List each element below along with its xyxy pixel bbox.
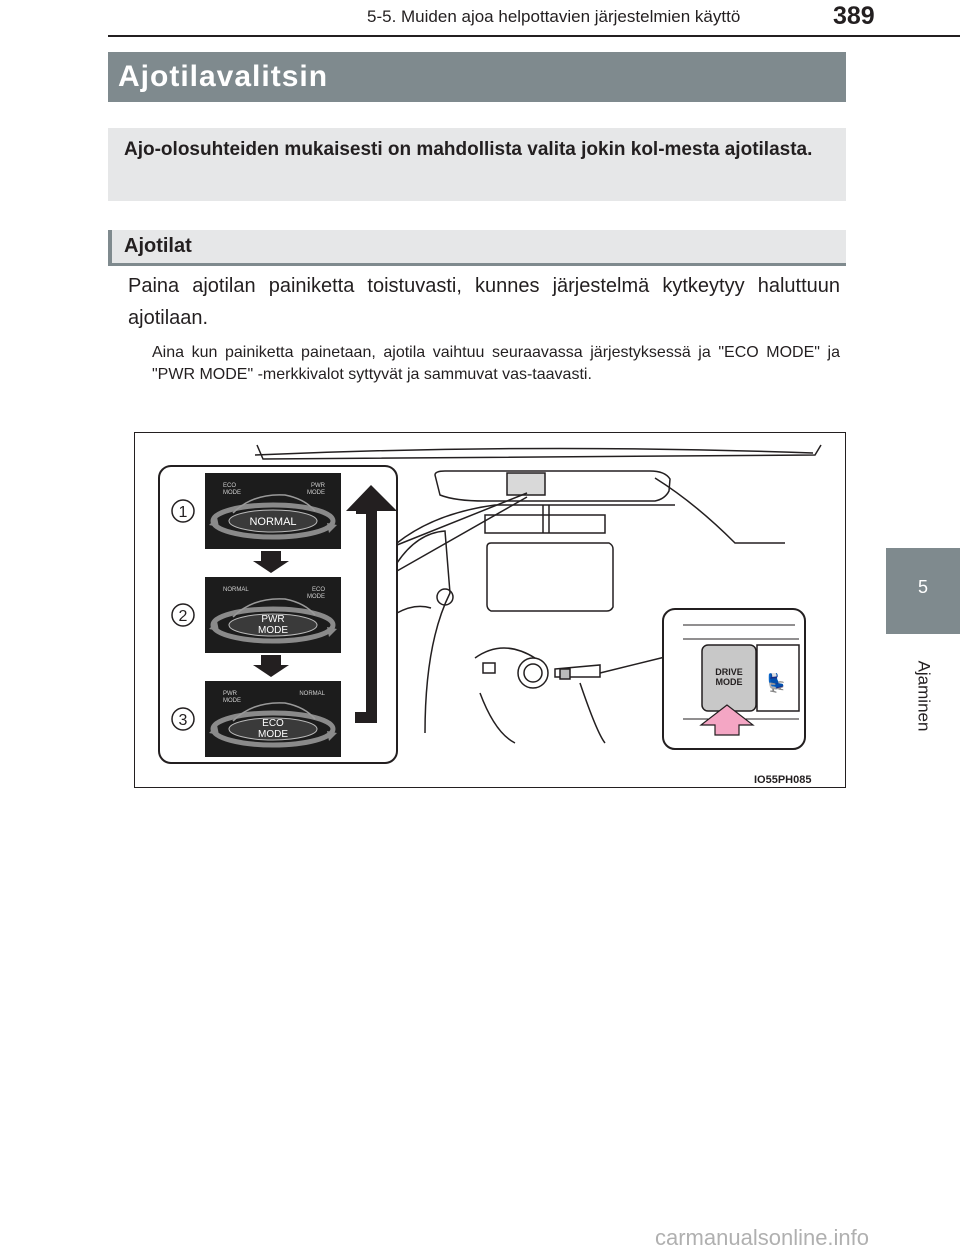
page-title: Ajotilavalitsin: [108, 52, 846, 102]
mode-right-label-line-1: ECO: [311, 587, 325, 593]
mode-left-label-line-2: MODE: [223, 698, 241, 704]
chapter-title-tab: [886, 636, 960, 756]
mode-center-label-line-1: NORMAL: [249, 516, 297, 528]
page-number: 389: [833, 2, 875, 30]
mode-right-label-line-2: MODE: [307, 594, 325, 600]
mode-center-label-line-1: PWR: [261, 614, 285, 625]
section-title: 5-5. Muiden ajoa helpottavien järjestelmien käyttö: [367, 7, 741, 26]
mode-left-label-line-2: MODE: [223, 490, 241, 496]
drive-mode-callout: [663, 609, 805, 749]
mode-right-label-line-2: MODE: [307, 490, 325, 496]
step-number: 2: [178, 608, 188, 625]
figure-drive-mode: [134, 432, 846, 788]
step-number: 1: [178, 504, 188, 521]
chapter-tab: [886, 548, 960, 634]
mode-left-label-line-1: NORMAL: [223, 587, 249, 593]
intro-box: Ajo-olosuhteiden mukaisesti on mahdollista valita jokin kol-mesta ajotilasta.: [108, 128, 846, 201]
svg-text:💺: 💺: [765, 673, 788, 694]
body-paragraph: Paina ajotilan painiketta toistuvasti, kunnes järjestelmä kytkeytyy haluttuun ajotilaan.: [128, 275, 840, 329]
watermark: carmanualsonline.info: [655, 1225, 870, 1250]
drive-mode-button-label-1: DRIVE: [715, 667, 743, 677]
section-heading: Ajotilat: [108, 230, 846, 266]
running-header: [0, 0, 960, 36]
mode-right-label-line-1: PWR: [311, 483, 325, 489]
mode-left-label-line-1: PWR: [223, 691, 237, 697]
mode-center-label-line-2: MODE: [258, 625, 288, 636]
mode-left-label-line-1: ECO: [223, 483, 237, 489]
chapter-title: Ajaminen: [914, 660, 933, 732]
mode-center-label-line-1: ECO: [262, 718, 284, 729]
mode-right-label-line-1: NORMAL: [299, 691, 325, 697]
drive-mode-illustration: [135, 433, 845, 787]
mode-center-label-line-2: MODE: [258, 729, 288, 740]
note-paragraph: Aina kun painiketta painetaan, ajotila vaihtuu seuraavassa järjestyksessä ja "ECO MODE" ja "PWR MODE" -merkkivalot syttyvät ja sammuvat vas-taavasti.: [152, 344, 840, 383]
figure-code: IO55PH085: [754, 774, 812, 786]
step-number: 3: [178, 712, 188, 729]
chapter-number: 5: [917, 577, 928, 597]
drive-mode-button-label-2: MODE: [715, 677, 743, 687]
header-rule: [108, 35, 960, 37]
